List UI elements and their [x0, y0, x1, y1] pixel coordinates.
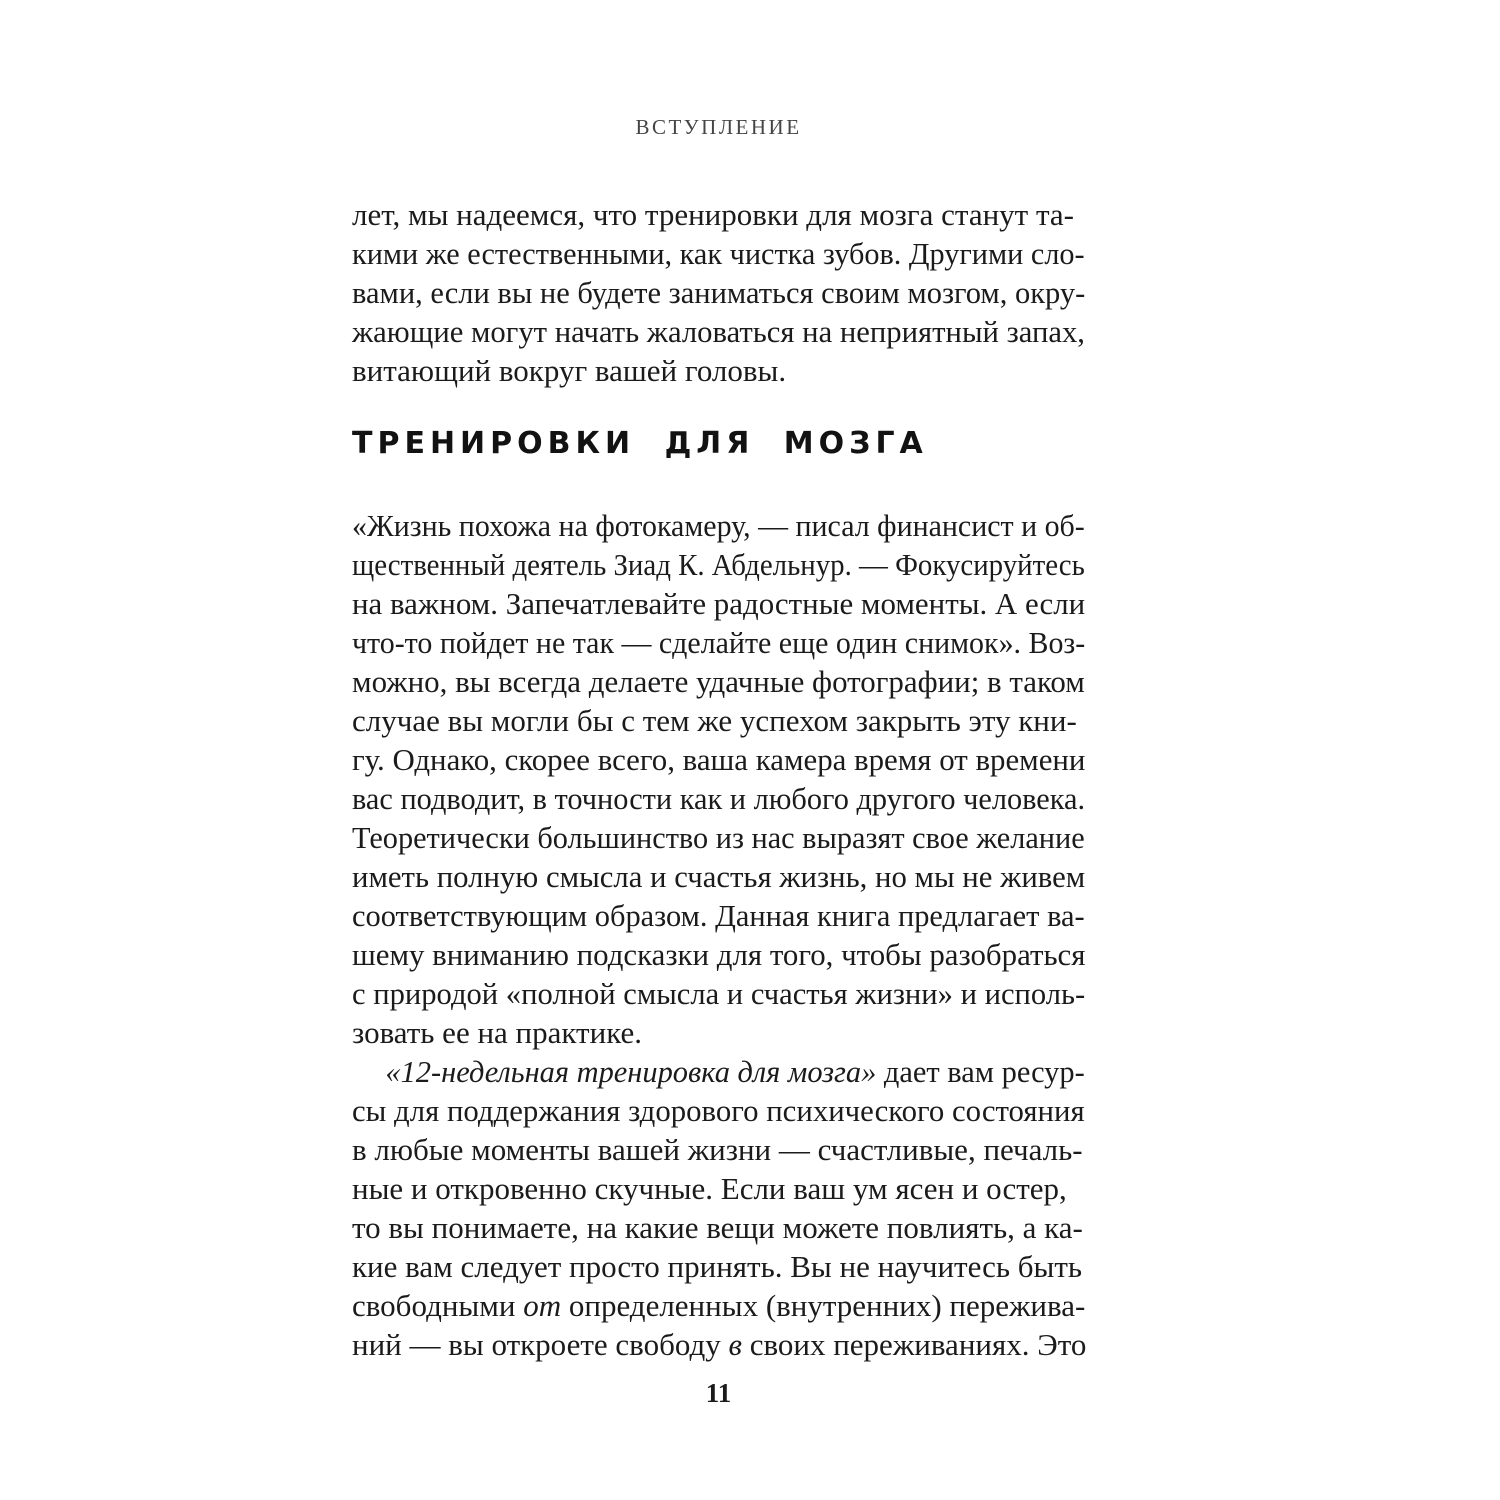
- text-run: в любые моменты вашей жизни — счастливые, печаль-: [352, 1132, 1083, 1167]
- text-run: «Жизнь похожа на фотокамеру, — писал финансист и об-: [352, 508, 1085, 543]
- text-line: [352, 273, 1086, 312]
- text-line: [352, 896, 1085, 935]
- italic-run: в: [728, 1327, 742, 1362]
- text-line: [352, 1130, 1085, 1169]
- text-line: [352, 740, 1086, 779]
- text-run: иметь полную смысла и счастья жизнь, но мы не живем: [352, 859, 1086, 894]
- text-line: [352, 1091, 1085, 1130]
- text-run: свободными: [352, 1288, 524, 1323]
- text-line: [352, 312, 1085, 351]
- paragraph: [352, 506, 1085, 1052]
- text-run: с природой «полной смысла и счастья жизни» и исполь-: [352, 976, 1086, 1011]
- text-run: кие вам следует просто принять. Вы не научитесь быть: [352, 1249, 1083, 1284]
- italic-run: «12-недельная тренировка для мозга»: [385, 1054, 877, 1089]
- text-line: [352, 545, 1085, 584]
- text-line: [352, 584, 1086, 623]
- text-line: [352, 1169, 1085, 1208]
- text-run: случае вы могли бы с тем же успехом закрыть эту кни-: [352, 703, 1077, 738]
- running-head: ВСТУПЛЕНИЕ: [635, 115, 802, 139]
- text-line: [352, 1013, 1085, 1052]
- text-run: своих переживаниях. Это: [741, 1327, 1087, 1362]
- text-run: гу. Однако, скорее всего, ваша камера время от времени: [352, 742, 1086, 777]
- paragraph: [352, 195, 1085, 390]
- text-line: [352, 1208, 1085, 1247]
- text-run: витающий вокруг вашей головы.: [352, 353, 787, 388]
- text-line: [352, 195, 1085, 234]
- text-line: [352, 974, 1086, 1013]
- text-run: на важном. Запечатлевайте радостные моменты. А если: [352, 586, 1086, 621]
- text-run: дает вам ресур-: [876, 1054, 1085, 1089]
- text-line: [352, 351, 1085, 390]
- text-line: [352, 1247, 1085, 1286]
- text-line: [352, 623, 1086, 662]
- text-run: соответствующим образом. Данная книга предлагает ва-: [352, 898, 1085, 933]
- text-run: кими же естественными, как чистка зубов. Другими сло-: [352, 236, 1085, 271]
- paragraph: [352, 1052, 1085, 1364]
- text-run: то вы понимаете, на какие вещи можете повлиять, а ка-: [352, 1210, 1083, 1245]
- text-run: можно, вы всегда делаете удачные фотографии; в таком: [352, 664, 1085, 699]
- text-column: [352, 0, 1085, 1409]
- text-line: [352, 1052, 1085, 1091]
- section-heading: ТРЕНИРОВКИ ДЛЯ МОЗГА: [352, 426, 928, 461]
- page-number: 11: [705, 1378, 732, 1408]
- text-run: шему вниманию подсказки для того, чтобы разобраться: [352, 937, 1086, 972]
- text-line: [352, 935, 1086, 974]
- text-run: щественный деятель Зиад К. Абдельнур. — Фокусируйтесь: [352, 547, 1085, 582]
- text-run: вами, если вы не будете заниматься своим мозгом, окру-: [352, 275, 1086, 310]
- text-run: лет, мы надеемся, что тренировки для мозга станут та-: [352, 197, 1074, 232]
- text-line: [352, 1286, 1085, 1325]
- text-run: ний — вы откроете свободу: [352, 1327, 729, 1362]
- text-line: [352, 506, 1085, 545]
- italic-run: от: [523, 1288, 562, 1323]
- text-line: [352, 701, 1085, 740]
- text-run: что-то пойдет не так — сделайте еще один снимок». Воз-: [352, 625, 1086, 660]
- text-run: Теоретически большинство из нас выразят свое желание: [352, 820, 1085, 855]
- body-text: [352, 195, 1085, 1364]
- text-line: [352, 662, 1083, 701]
- text-line: [352, 1325, 1085, 1364]
- text-run: сы для поддержания здорового психического состояния: [352, 1093, 1085, 1128]
- text-run: определенных (внутренних) пережива-: [561, 1288, 1086, 1323]
- text-run: зовать ее на практике.: [352, 1015, 642, 1050]
- text-line: [352, 234, 1085, 273]
- text-run: ные и откровенно скучные. Если ваш ум ясен и остер,: [352, 1171, 1067, 1206]
- text-run: жающие могут начать жаловаться на неприятный запах,: [352, 314, 1085, 349]
- text-line: [352, 779, 1086, 818]
- text-line: [352, 857, 1086, 896]
- text-line: [352, 818, 1085, 857]
- text-run: вас подводит, в точности как и любого другого человека.: [352, 781, 1086, 816]
